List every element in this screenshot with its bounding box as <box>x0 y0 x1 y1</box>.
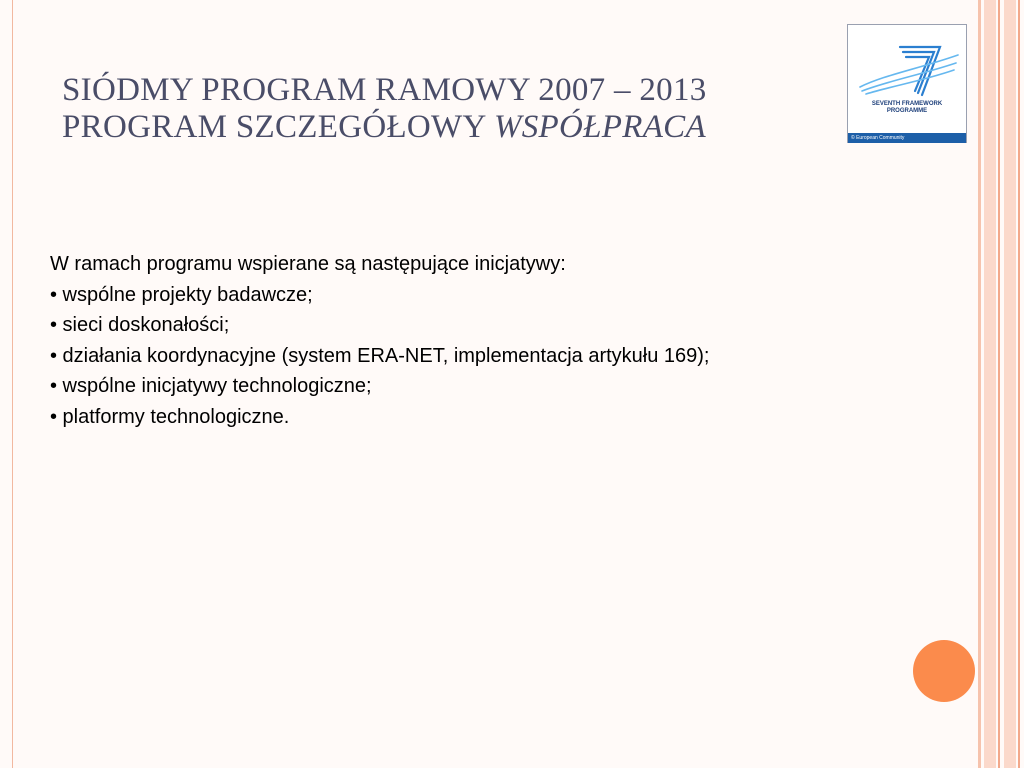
slide-title <box>62 72 832 146</box>
list-item: • działania koordynacyjne (system ERA-NET, implementacja artykułu 169); <box>50 344 710 367</box>
title-line-2-italic: WSPÓŁPRACA <box>493 109 706 145</box>
title-line-2-plain: PROGRAM SZCZEGÓŁOWY <box>62 109 494 145</box>
right-stripe <box>1004 0 1016 768</box>
right-stripe <box>978 0 981 768</box>
fp7-logo <box>847 24 967 143</box>
list-item: • platformy technologiczne. <box>50 405 290 428</box>
right-stripe <box>1018 0 1020 768</box>
right-stripe <box>998 0 1000 768</box>
list-item: • wspólne inicjatywy technologiczne; <box>50 375 372 397</box>
left-border-line <box>12 0 13 768</box>
decorative-orange-circle <box>913 640 975 702</box>
logo-caption-line-1: SEVENTH FRAMEWORK <box>871 101 943 107</box>
list-item: • sieci doskonałości; <box>50 314 230 336</box>
intro-text: W ramach programu wspierane są następujące inicjatywy: <box>50 253 566 275</box>
slide-body <box>50 249 950 432</box>
list-item: • wspólne projekty badawcze; <box>50 283 313 306</box>
fp7-seven-icon <box>848 25 966 101</box>
title-line-1: SIÓDMY PROGRAM RAMOWY 2007 – 2013 <box>62 72 707 108</box>
logo-caption-line-2: PROGRAMME <box>886 108 928 114</box>
logo-copyright: © European Community <box>851 135 905 141</box>
title-line-2 <box>62 109 832 146</box>
right-stripe <box>984 0 996 768</box>
